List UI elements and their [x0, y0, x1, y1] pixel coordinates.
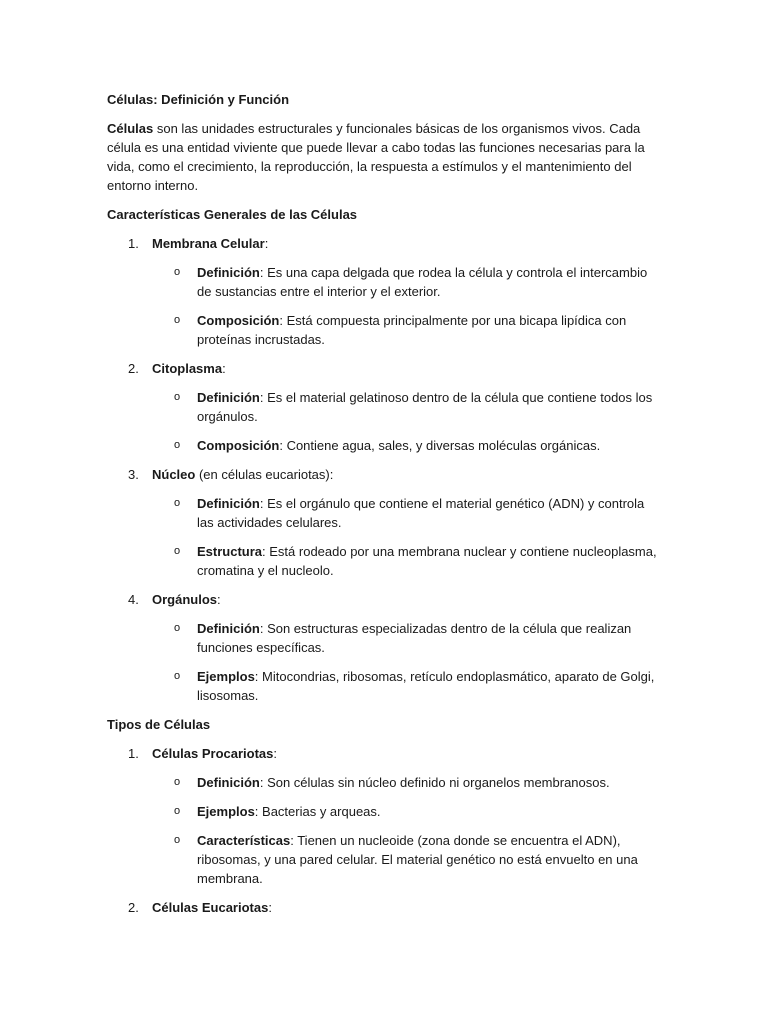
sub-item-text: : Contiene agua, sales, y diversas moléculas orgánicas. [279, 438, 601, 453]
sub-item-text: : Son células sin núcleo definido ni organelos membranosos. [259, 775, 610, 790]
list-item-label: Citoplasma [152, 361, 223, 376]
sub-item-label: Estructura [197, 544, 263, 559]
sub-item-text: : Tienen un nucleoide (zona donde se encuentra el ADN), ribosomas, y una pared celular. El material genético no está envuelto en una membrana. [197, 833, 638, 886]
sub-list [107, 263, 663, 349]
sub-item-text: : Mitocondrias, ribosomas, retículo endoplasmático, aparato de Golgi, lisosomas. [197, 669, 655, 703]
sub-item-label: Composición [197, 313, 280, 328]
list-item-heading [107, 898, 663, 917]
list-item-label: Células Eucariotas [152, 900, 269, 915]
list-item-heading [107, 359, 663, 378]
list-item-label: Núcleo [152, 467, 196, 482]
sub-list-item [107, 436, 663, 455]
sub-item-text: : Está compuesta principalmente por una bicapa lipídica con proteínas incrustadas. [197, 313, 627, 347]
sub-item-text: : Son estructuras especializadas dentro de la célula que realizan funciones específicas. [197, 621, 632, 655]
sub-item-label: Ejemplos [197, 804, 255, 819]
hollow-bullet-icon: o [174, 266, 181, 278]
hollow-bullet-icon: o [174, 670, 181, 682]
hollow-bullet-icon: o [174, 776, 181, 788]
list-item-label: Membrana Celular [152, 236, 265, 251]
characteristics-list [107, 234, 663, 705]
list-item-heading [107, 590, 663, 609]
sub-item-label: Ejemplos [197, 669, 255, 684]
list-number: 2. [128, 361, 139, 376]
hollow-bullet-icon: o [174, 834, 181, 846]
list-item-heading [107, 234, 663, 253]
list-item-suffix: : [268, 900, 272, 915]
sub-item-label: Características [197, 833, 291, 848]
sub-item-text: : Es el material gelatinoso dentro de la célula que contiene todos los orgánulos. [197, 390, 653, 424]
list-item-suffix: : [264, 236, 269, 251]
list-number: 3. [128, 467, 139, 482]
sub-item-text: : Es una capa delgada que rodea la célula y controla el intercambio de sustancias entre el interior y el exterior. [197, 265, 648, 299]
sub-item-label: Composición [197, 438, 280, 453]
section-heading-cell-types: Tipos de Células [107, 717, 211, 732]
hollow-bullet-icon: o [174, 439, 181, 451]
list-item-suffix: (en células eucariotas): [195, 467, 334, 482]
sub-list-item [107, 263, 663, 301]
section-heading-characteristics: Características Generales de las Células [107, 207, 358, 222]
sub-list [107, 619, 663, 705]
sub-item-label: Definición [197, 496, 260, 511]
list-item-suffix: : [217, 592, 221, 607]
list-item [107, 898, 663, 917]
sub-item-label: Definición [197, 775, 260, 790]
hollow-bullet-icon: o [174, 497, 181, 509]
list-item-suffix: : [222, 361, 226, 376]
sub-item-text: : Está rodeado por una membrana nuclear y contiene nucleoplasma, cromatina y el nucleolo. [197, 544, 657, 578]
list-number: 1. [128, 746, 139, 761]
document-page [107, 90, 663, 927]
list-item [107, 465, 663, 580]
list-item-label: Orgánulos [152, 592, 218, 607]
sub-item-text: : Es el orgánulo que contiene el material genético (ADN) y controla las actividades celulares. [197, 496, 645, 530]
list-number: 4. [128, 592, 139, 607]
list-item-heading [107, 465, 663, 484]
list-number: 2. [128, 900, 139, 915]
document-title: Células: Definición y Función [107, 92, 290, 107]
sub-list-item [107, 619, 663, 657]
sub-list-item [107, 542, 663, 580]
sub-list-item [107, 311, 663, 349]
sub-list-item [107, 831, 663, 888]
hollow-bullet-icon: o [174, 545, 181, 557]
list-item [107, 590, 663, 705]
sub-list-item [107, 802, 663, 821]
sub-list-item [107, 667, 663, 705]
sub-list [107, 773, 663, 888]
hollow-bullet-icon: o [174, 391, 181, 403]
hollow-bullet-icon: o [174, 805, 181, 817]
sub-list-item [107, 494, 663, 532]
list-item-label: Células Procariotas [152, 746, 274, 761]
list-item-suffix: : [273, 746, 278, 761]
list-item-heading [107, 744, 663, 763]
list-number: 1. [128, 236, 139, 251]
intro-term: Células [107, 121, 154, 136]
sub-list-item [107, 388, 663, 426]
sub-item-text: : Bacterias y arqueas. [254, 804, 381, 819]
list-item [107, 359, 663, 455]
hollow-bullet-icon: o [174, 622, 181, 634]
cell-types-list [107, 744, 663, 917]
list-item [107, 744, 663, 888]
sub-list [107, 388, 663, 455]
sub-item-label: Definición [197, 265, 260, 280]
intro-paragraph [107, 119, 663, 195]
sub-list-item [107, 773, 663, 792]
hollow-bullet-icon: o [174, 314, 181, 326]
list-item [107, 234, 663, 349]
sub-list [107, 494, 663, 580]
intro-text: son las unidades estructurales y funcionales básicas de los organismos vivos. Cada célula es una entidad viviente que puede llevar a cabo todas las funciones necesarias para la vida, como el crecimiento, la reproducción, la respuesta a estímulos y el mantenimiento del entorno interno. [107, 121, 645, 193]
sub-item-label: Definición [197, 621, 260, 636]
sub-item-label: Definición [197, 390, 260, 405]
